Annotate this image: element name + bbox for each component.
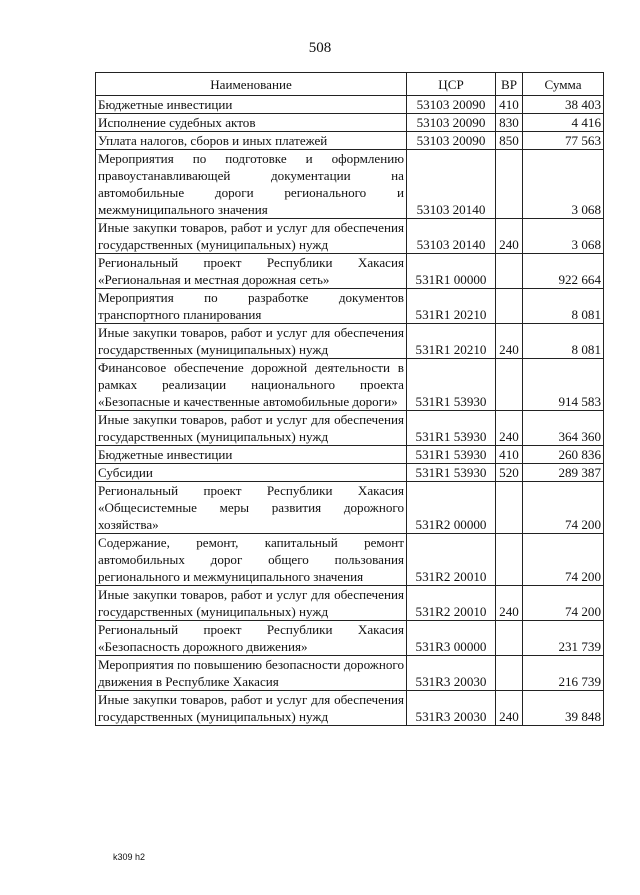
- cell-name: Иные закупки товаров, работ и услуг для обеспечения государственных (муниципальных) нужд: [96, 219, 407, 254]
- cell-name: Финансовое обеспечение дорожной деятельности в рамках реализации национального проекта «Безопасные и качественные автомобильные дороги»: [96, 359, 407, 411]
- cell-csr: 531R1 53930: [407, 411, 496, 446]
- table-row: [96, 691, 604, 726]
- cell-vr: [496, 621, 523, 656]
- table-row: [96, 586, 604, 621]
- cell-csr: 531R3 20030: [407, 691, 496, 726]
- cell-csr: 531R2 20010: [407, 534, 496, 586]
- cell-vr: 410: [496, 446, 523, 464]
- cell-vr: 850: [496, 132, 523, 150]
- cell-csr: 531R1 00000: [407, 254, 496, 289]
- cell-vr: [496, 150, 523, 219]
- table-row: [96, 482, 604, 534]
- cell-name: Уплата налогов, сборов и иных платежей: [96, 132, 407, 150]
- table-body: [96, 96, 604, 726]
- cell-sum: 74 200: [523, 534, 604, 586]
- cell-sum: 8 081: [523, 324, 604, 359]
- cell-name: Исполнение судебных актов: [96, 114, 407, 132]
- cell-vr: [496, 289, 523, 324]
- cell-sum: 3 068: [523, 150, 604, 219]
- cell-sum: 3 068: [523, 219, 604, 254]
- header-sum: Сумма: [523, 73, 604, 96]
- cell-name: Иные закупки товаров, работ и услуг для обеспечения государственных (муниципальных) нужд: [96, 691, 407, 726]
- cell-name: Иные закупки товаров, работ и услуг для обеспечения государственных (муниципальных) нужд: [96, 324, 407, 359]
- table-row: [96, 656, 604, 691]
- footer-code: k309 h2: [113, 852, 146, 862]
- budget-table: [95, 72, 604, 726]
- cell-csr: 531R1 20210: [407, 289, 496, 324]
- cell-sum: 8 081: [523, 289, 604, 324]
- cell-name: Мероприятия по подготовке и оформлению правоустанавливающей документации на автомобильные дороги регионального и межмуниципального значения: [96, 150, 407, 219]
- table-row: [96, 219, 604, 254]
- table-row: [96, 464, 604, 482]
- cell-name: Иные закупки товаров, работ и услуг для обеспечения государственных (муниципальных) нужд: [96, 586, 407, 621]
- cell-vr: 240: [496, 324, 523, 359]
- cell-name: Региональный проект Республики Хакасия «Безопасность дорожного движения»: [96, 621, 407, 656]
- cell-sum: 4 416: [523, 114, 604, 132]
- cell-vr: 240: [496, 586, 523, 621]
- cell-name: Мероприятия по повышению безопасности дорожного движения в Республике Хакасия: [96, 656, 407, 691]
- table-row: [96, 289, 604, 324]
- table-row: [96, 254, 604, 289]
- cell-vr: 240: [496, 219, 523, 254]
- cell-vr: [496, 254, 523, 289]
- cell-sum: 914 583: [523, 359, 604, 411]
- cell-csr: 531R1 53930: [407, 464, 496, 482]
- cell-sum: 289 387: [523, 464, 604, 482]
- cell-sum: 38 403: [523, 96, 604, 114]
- cell-vr: [496, 534, 523, 586]
- cell-sum: 77 563: [523, 132, 604, 150]
- cell-name: Бюджетные инвестиции: [96, 96, 407, 114]
- cell-name: Региональный проект Республики Хакасия «Региональная и местная дорожная сеть»: [96, 254, 407, 289]
- cell-vr: 410: [496, 96, 523, 114]
- cell-csr: 53103 20140: [407, 150, 496, 219]
- table-row: [96, 621, 604, 656]
- cell-sum: 216 739: [523, 656, 604, 691]
- cell-csr: 53103 20090: [407, 132, 496, 150]
- table-row: [96, 411, 604, 446]
- table-row: [96, 150, 604, 219]
- cell-csr: 531R2 00000: [407, 482, 496, 534]
- table-row: [96, 446, 604, 464]
- table-header-row: [96, 73, 604, 96]
- cell-vr: 520: [496, 464, 523, 482]
- table-row: [96, 132, 604, 150]
- table-row: [96, 114, 604, 132]
- table-row: [96, 324, 604, 359]
- cell-vr: [496, 482, 523, 534]
- cell-vr: [496, 359, 523, 411]
- cell-sum: 231 739: [523, 621, 604, 656]
- header-name: Наименование: [96, 73, 407, 96]
- cell-sum: 39 848: [523, 691, 604, 726]
- cell-csr: 531R1 53930: [407, 446, 496, 464]
- cell-name: Иные закупки товаров, работ и услуг для обеспечения государственных (муниципальных) нужд: [96, 411, 407, 446]
- header-vr: ВР: [496, 73, 523, 96]
- cell-name: Содержание, ремонт, капитальный ремонт автомобильных дорог общего пользования регионального и межмуниципального значения: [96, 534, 407, 586]
- table-row: [96, 96, 604, 114]
- cell-vr: [496, 656, 523, 691]
- cell-sum: 74 200: [523, 482, 604, 534]
- table-row: [96, 534, 604, 586]
- cell-vr: 240: [496, 411, 523, 446]
- cell-csr: 531R2 20010: [407, 586, 496, 621]
- cell-csr: 53103 20140: [407, 219, 496, 254]
- cell-csr: 531R3 00000: [407, 621, 496, 656]
- cell-csr: 53103 20090: [407, 96, 496, 114]
- cell-vr: 240: [496, 691, 523, 726]
- table-row: [96, 359, 604, 411]
- header-csr: ЦСР: [407, 73, 496, 96]
- cell-name: Бюджетные инвестиции: [96, 446, 407, 464]
- cell-sum: 74 200: [523, 586, 604, 621]
- cell-sum: 364 360: [523, 411, 604, 446]
- cell-csr: 531R1 53930: [407, 359, 496, 411]
- page-number: 508: [308, 40, 332, 56]
- cell-csr: 531R3 20030: [407, 656, 496, 691]
- cell-sum: 922 664: [523, 254, 604, 289]
- cell-name: Мероприятия по разработке документов транспортного планирования: [96, 289, 407, 324]
- cell-name: Субсидии: [96, 464, 407, 482]
- cell-csr: 531R1 20210: [407, 324, 496, 359]
- cell-name: Региональный проект Республики Хакасия «Общесистемные меры развития дорожного хозяйства»: [96, 482, 407, 534]
- cell-vr: 830: [496, 114, 523, 132]
- cell-sum: 260 836: [523, 446, 604, 464]
- cell-csr: 53103 20090: [407, 114, 496, 132]
